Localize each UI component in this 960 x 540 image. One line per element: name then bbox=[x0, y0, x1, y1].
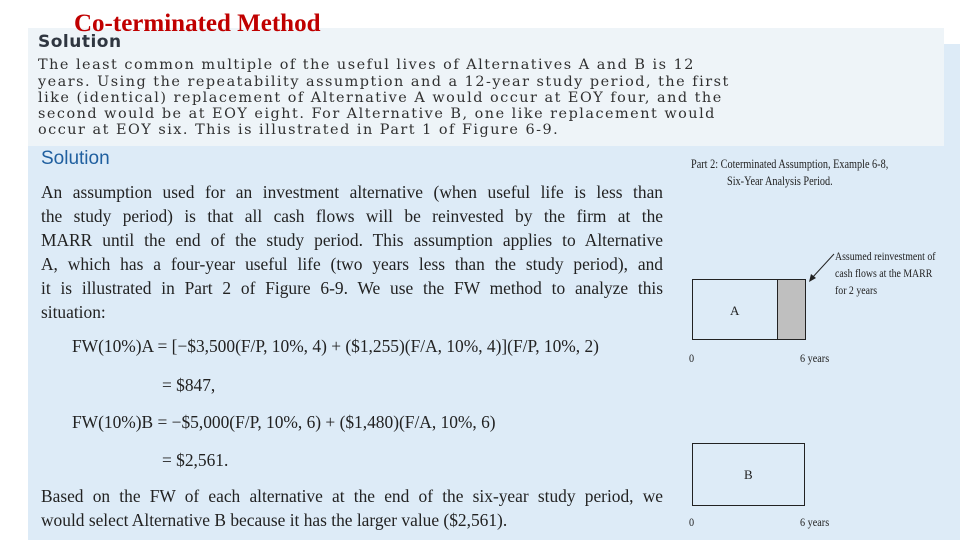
paragraph-line: situation: bbox=[41, 302, 106, 322]
equation-fw-a: FW(10%)A = [−$3,500(F/P, 10%, 4) + ($1,255)(F/A, 10%, 4)](F/P, 10%, 2) bbox=[72, 336, 599, 356]
paragraph-line: An assumption used for an investment alternative (when useful life is less than bbox=[41, 182, 663, 202]
figure-caption-sub: Six-Year Analysis Period. bbox=[727, 174, 833, 188]
reinvestment-shaded-period bbox=[777, 280, 805, 339]
equation-fw-a-result: = $847, bbox=[162, 375, 216, 395]
top-excerpt bbox=[28, 28, 944, 146]
conclusion-line: would select Alternative B because it has the larger value ($2,561). bbox=[41, 510, 508, 530]
equation-fw-b-result: = $2,561. bbox=[162, 450, 229, 470]
slide-title: Co-terminated Method bbox=[74, 10, 321, 37]
paragraph-line: it is illustrated in Part 2 of Figure 6-9. We use the FW method to analyze this bbox=[41, 278, 663, 298]
figure-part2 bbox=[680, 150, 960, 535]
alternative-a-label: A bbox=[730, 303, 740, 318]
conclusion-line: Based on the FW of each alternative at the end of the six-year study period, we bbox=[41, 486, 663, 506]
alternative-b-label: B bbox=[744, 467, 753, 482]
axis-start-a: 0 bbox=[689, 351, 695, 365]
axis-end-b: 6 years bbox=[800, 515, 830, 529]
annotation-line: Assumed reinvestment of bbox=[835, 249, 936, 263]
top-excerpt-line: second would be at EOY eight. For Alternative B, one like replacement would bbox=[38, 106, 716, 122]
solution-paragraph bbox=[41, 180, 663, 324]
annotation-line: for 2 years bbox=[835, 283, 878, 297]
paragraph-line: A, which has a four-year useful life (two years less than the study period), and bbox=[41, 254, 663, 274]
axis-start-b: 0 bbox=[689, 515, 695, 529]
reinvestment-annotation bbox=[835, 248, 936, 299]
annotation-line: cash flows at the MARR bbox=[835, 266, 933, 280]
conclusion-paragraph bbox=[41, 484, 663, 532]
figure-caption: Part 2: Coterminated Assumption, Example 6-8, bbox=[691, 157, 889, 171]
paragraph-line: MARR until the end of the study period. This assumption applies to Alternative bbox=[41, 230, 663, 250]
top-excerpt-line: occur at EOY six. This is illustrated in Part 1 of Figure 6-9. bbox=[38, 122, 560, 138]
top-excerpt-line: like (identical) replacement of Alternative A would occur at EOY four, and the bbox=[38, 90, 723, 106]
paragraph-line: the study period) is that all cash flows will be reinvested by the firm at the bbox=[41, 206, 663, 226]
top-excerpt-heading: Solution bbox=[38, 32, 122, 52]
equation-fw-b: FW(10%)B = −$5,000(F/P, 10%, 6) + ($1,480)(F/A, 10%, 6) bbox=[72, 412, 496, 432]
solution-heading: Solution bbox=[41, 148, 110, 169]
top-excerpt-line: years. Using the repeatability assumption and a 12-year study period, the first bbox=[38, 74, 730, 90]
top-excerpt-line: The least common multiple of the useful lives of Alternatives A and B is 12 bbox=[38, 57, 695, 73]
axis-end-a: 6 years bbox=[800, 351, 830, 365]
